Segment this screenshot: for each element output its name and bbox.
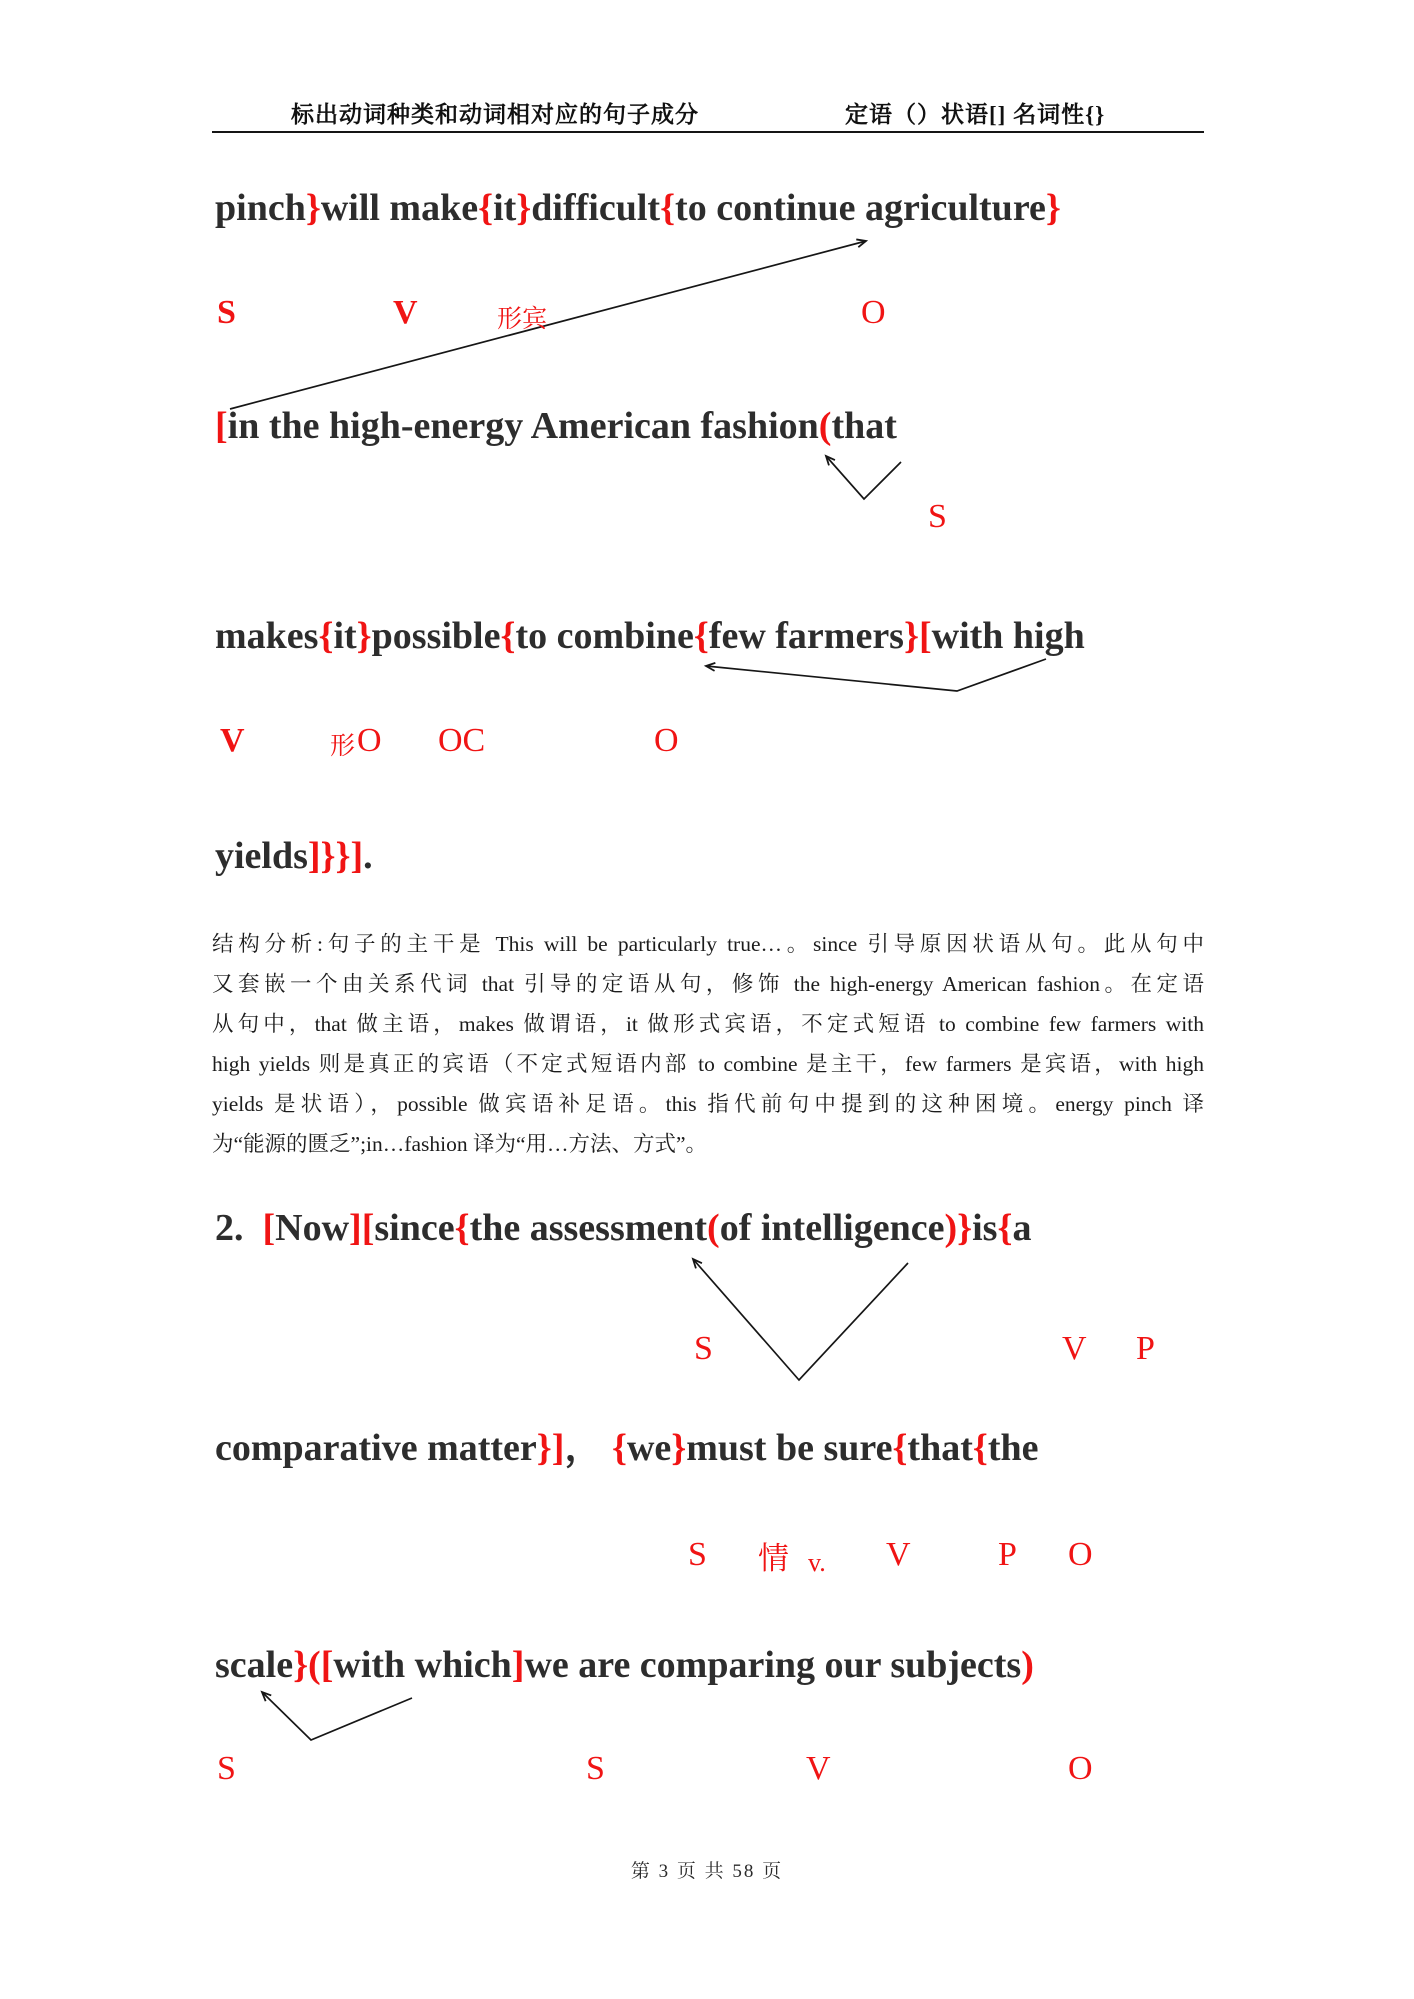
arrow-to-assessment	[693, 1259, 908, 1380]
page-number: 第 3 页 共 58 页	[630, 1861, 784, 1882]
analysis-line: 结构分析:句子的主干是 This will be particularly true…。since 引导原因状语从句。此从句中	[212, 932, 1204, 956]
s2-heading: 2. [Now][since{the assessment(of intelligence)}is{a	[215, 1207, 1032, 1249]
s1-label-subject: S	[217, 294, 236, 331]
s2-label-subject3a: S	[217, 1750, 236, 1787]
analysis-line: yields 是状语），possible 做宾语补足语。this 指代前句中提到的这种困境。energy pinch 译	[212, 1092, 1204, 1116]
arrow-to-scale	[262, 1692, 412, 1740]
s1-label-object: O	[861, 294, 886, 331]
analysis-line: 从句中，that 做主语，makes 做谓语，it 做形式宾语，不定式短语 to combine few farmers with	[212, 1012, 1204, 1036]
analysis-paragraph	[212, 924, 1204, 1164]
arrow-to-continue-agriculture	[230, 241, 866, 409]
s2-label-verb1: V	[1062, 1330, 1087, 1367]
header-legend: 定语（）状语[] 名词性{}	[845, 102, 1106, 127]
s2-label-predicate2: P	[998, 1536, 1017, 1573]
s1-line3: makes{it}possible{to combine{few farmers}[with high	[215, 615, 1085, 657]
analysis-line: 为“能源的匮乏”;in…fashion 译为“用…方法、方式”。	[212, 1132, 708, 1156]
s2-label-modal-cjk: 情	[758, 1541, 789, 1576]
analysis-line: 又套嵌一个由关系代词 that 引导的定语从句，修饰 the high-energy American fashion。在定语	[212, 972, 1204, 996]
arrow-to-fashion	[826, 456, 901, 499]
s1-label-verb: V	[393, 294, 418, 331]
s2-line3: scale}([with which]we are comparing our subjects)	[215, 1644, 1034, 1686]
s2-label-predicate1: P	[1136, 1330, 1155, 1367]
s2-label-subject2: S	[688, 1536, 707, 1573]
s2-label-verb2: V	[886, 1536, 911, 1573]
s2-label-verb3: V	[806, 1750, 831, 1787]
s1-label-object2: O	[654, 722, 679, 759]
header-title: 标出动词种类和动词相对应的句子成分	[291, 102, 699, 127]
s2-label-subject1: S	[694, 1330, 713, 1367]
header-rule	[212, 131, 1204, 133]
s1-that-subject-label: S	[928, 498, 947, 535]
analysis-line: high yields 则是真正的宾语（不定式短语内部 to combine 是主干，few farmers 是宾语，with high	[212, 1052, 1204, 1076]
s1-line4: yields]}}].	[215, 835, 373, 877]
s2-line2: comparative matter}]， {we}must be sure{that{the	[215, 1427, 1039, 1469]
s2-label-modal-v: v.	[808, 1548, 826, 1577]
s1-label-xing: 形	[330, 733, 356, 760]
s1-label-xingbin: 形宾	[497, 306, 548, 333]
s1-label-object-compl: OC	[438, 722, 486, 759]
s2-label-object2: O	[1068, 1536, 1093, 1573]
s1-line1: pinch}will make{it}difficult{to continue agriculture}	[215, 187, 1061, 229]
s2-label-subject3b: S	[586, 1750, 605, 1787]
s1-label-verb2: V	[220, 722, 245, 759]
s1-line2: [in the high-energy American fashion(that	[215, 405, 897, 447]
arrow-to-combine	[706, 659, 1046, 691]
s2-label-object3: O	[1068, 1750, 1093, 1787]
s1-label-object1: O	[357, 722, 382, 759]
